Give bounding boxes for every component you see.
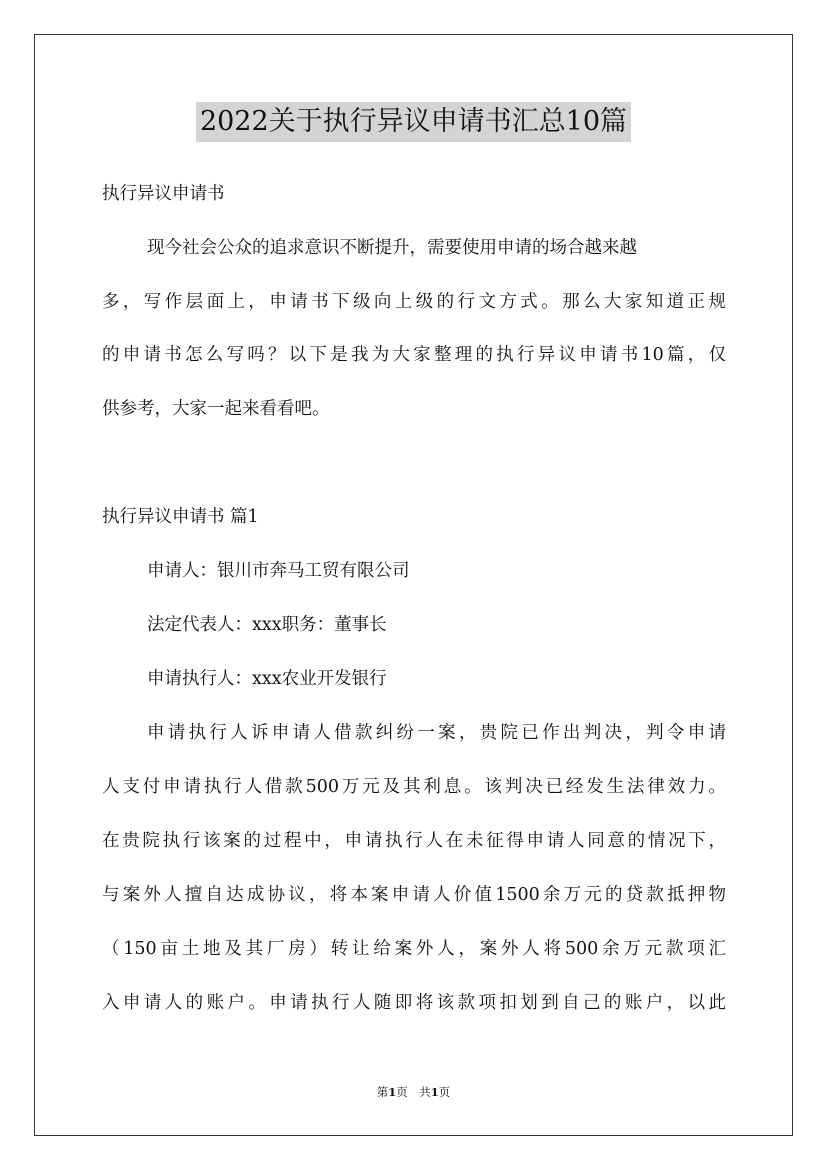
paragraph-line: 现今社会公众的追求意识不断提升，需要使用申请的场合越来越 xyxy=(147,238,637,258)
paragraph-line: 申请执行人诉申请人借款纠纷一案，贵院已作出判决，判令申请 xyxy=(147,723,726,743)
paragraph-line: （150亩土地及其厂房）转让给案外人，案外人将500余万元款项汇 xyxy=(102,939,726,959)
document-title: 2022关于执行异议申请书汇总10篇 xyxy=(196,102,631,142)
executing-applicant-line: 申请执行人：xxx农业开发银行 xyxy=(147,669,387,689)
legal-representative-line: 法定代表人：xxx职务：董事长 xyxy=(147,615,387,635)
footer-page-total: 1 xyxy=(430,1085,439,1099)
footer-page-prefix: 第 xyxy=(376,1085,389,1099)
paragraph-line: 人支付申请执行人借款500万元及其利息。该判决已经发生法律效力。 xyxy=(102,777,726,797)
page-footer xyxy=(0,1084,827,1100)
footer-page-mid: 页 共 xyxy=(396,1085,431,1099)
paragraph-line: 入申请人的账户。申请执行人随即将该款项扣划到自己的账户，以此 xyxy=(102,993,726,1013)
paragraph-line: 多，写作层面上，申请书下级向上级的行文方式。那么大家知道正规 xyxy=(102,292,726,312)
section-heading: 执行异议申请书 xyxy=(102,184,225,204)
footer-page-current: 1 xyxy=(388,1085,397,1099)
paragraph-line: 在贵院执行该案的过程中，申请执行人在未征得申请人同意的情况下， xyxy=(102,831,726,851)
paragraph-line: 供参考，大家一起来看看吧。 xyxy=(102,399,330,419)
title-container xyxy=(0,102,827,142)
applicant-line: 申请人：银川市奔马工贸有限公司 xyxy=(147,561,410,581)
footer-page-suffix: 页 xyxy=(438,1085,451,1099)
paragraph-line: 的申请书怎么写吗？以下是我为大家整理的执行异议申请书10篇，仅 xyxy=(102,345,726,365)
paragraph-line: 与案外人擅自达成协议，将本案申请人价值1500余万元的贷款抵押物 xyxy=(102,885,726,905)
article-heading: 执行异议申请书 篇1 xyxy=(102,507,259,527)
